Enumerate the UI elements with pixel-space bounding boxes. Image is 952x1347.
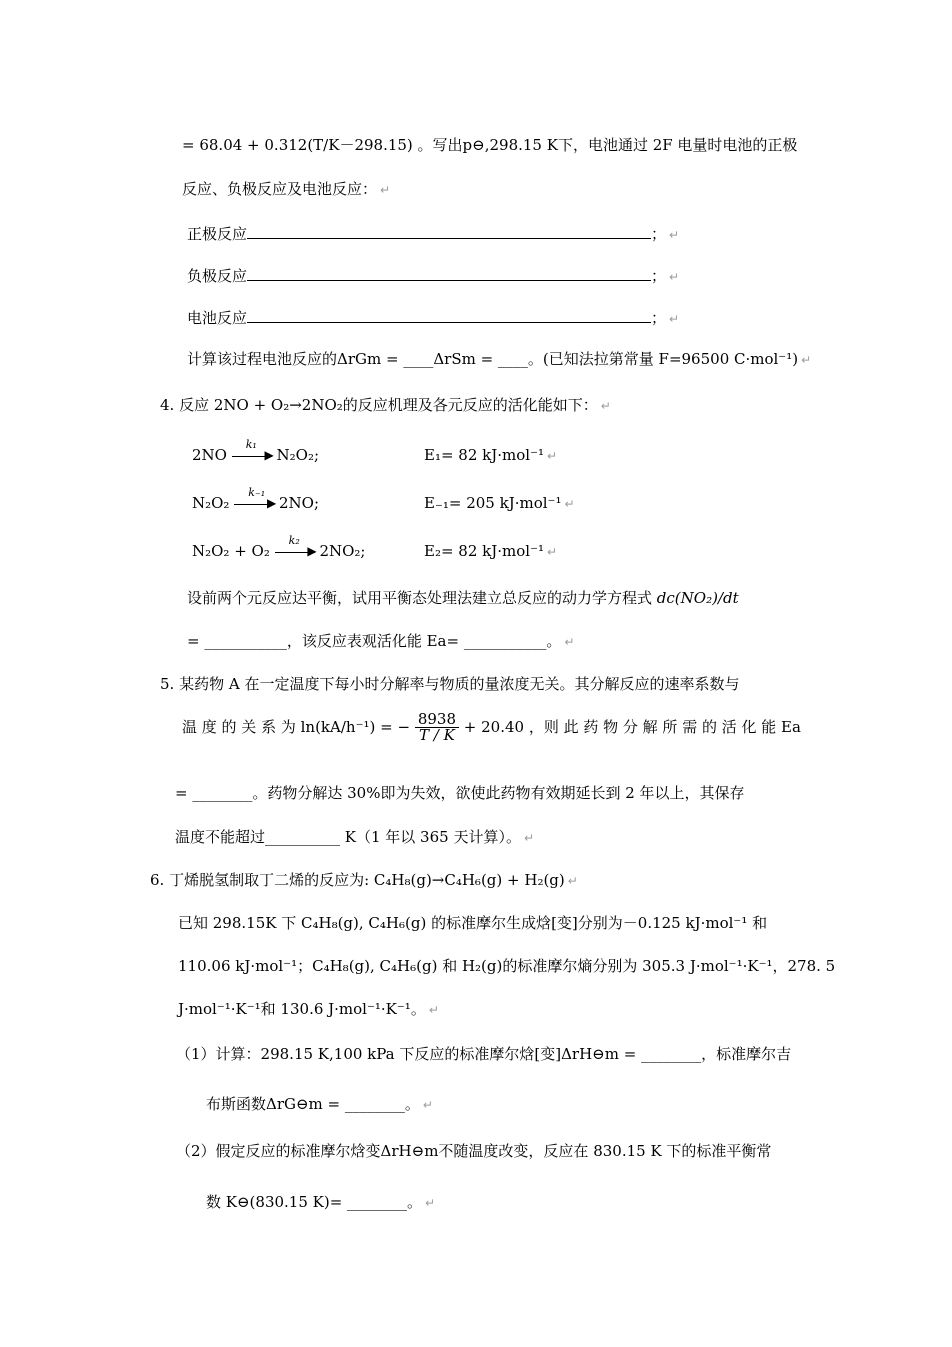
q3-positive-reaction: 正极反应 ； ↵: [187, 225, 680, 243]
paragraph-mark-icon: ↵: [669, 270, 680, 284]
paragraph-mark-icon: ↵: [422, 1098, 433, 1112]
paragraph-mark-icon: ↵: [425, 1196, 436, 1210]
q6-part2-a: （2）假定反应的标准摩尔焓变ΔrH⊖m不随温度改变，反应在 830.15 K 下的标准平衡常: [176, 1142, 772, 1160]
paragraph-mark-icon: ↵: [380, 183, 391, 197]
q4-setup: 设前两个元反应达平衡，试用平衡态处理法建立总反应的动力学方程式 dc(NO₂)/dt: [187, 589, 739, 607]
q5-line3: = ________。药物分解达 30%即为失效，欲使此药物有效期延长到 2 年以上，其保存: [175, 784, 745, 802]
q3-negative-reaction: 负极反应 ； ↵: [187, 267, 680, 285]
paragraph-mark-icon: ↵: [567, 874, 578, 888]
q3-line1: = 68.04 + 0.312(T/K－298.15) 。写出p⊖,298.15 K下，电池通过 2F 电量时电池的正极: [182, 136, 798, 154]
q4-answer-line: = ___________，该反应表观活化能 Ea= ___________。 ↵: [187, 632, 575, 650]
q4-reaction-3: N₂O₂ + O₂ k₂ ▶ 2NO₂;: [192, 534, 366, 560]
paragraph-mark-icon: ↵: [547, 545, 558, 559]
paragraph-mark-icon: ↵: [669, 228, 680, 242]
reaction-arrow-icon: k₁ ▶: [232, 449, 272, 463]
q4-energy-2: E₋₁= 205 kJ·mol⁻¹ ↵: [424, 494, 575, 512]
paragraph-mark-icon: ↵: [669, 312, 680, 326]
q6-title: 6. 丁烯脱氢制取丁二烯的反应为: C₄H₈(g)→C₄H₆(g) + H₂(g) ↵: [150, 871, 578, 889]
q5-line4: 温度不能超过__________ K（1 年以 365 天计算）。 ↵: [175, 828, 535, 846]
paragraph-mark-icon: ↵: [600, 399, 611, 413]
q3-calc: 计算该过程电池反应的ΔrGm = ____ΔrSm = ____。(已知法拉第常量 F=96500 C·mol⁻¹) ↵: [187, 350, 812, 368]
q4-reaction-1: 2NO k₁ ▶ N₂O₂;: [192, 438, 320, 464]
q4-energy-1: E₁= 82 kJ·mol⁻¹ ↵: [424, 446, 558, 464]
q6-part2-b: 数 K⊖(830.15 K)= ________。 ↵: [206, 1193, 436, 1211]
answer-blank[interactable]: [247, 266, 651, 281]
q6-line2: 110.06 kJ·mol⁻¹；C₄H₈(g), C₄H₆(g) 和 H₂(g)的标准摩尔熵分别为 305.3 J·mol⁻¹·K⁻¹，278. 5: [178, 957, 836, 975]
q6-part1-b: 布斯函数ΔrG⊖m = ________。 ↵: [206, 1095, 433, 1113]
q6-line3: J·mol⁻¹·K⁻¹和 130.6 J·mol⁻¹·K⁻¹。 ↵: [178, 1000, 439, 1018]
paragraph-mark-icon: ↵: [564, 497, 575, 511]
q6-line1: 已知 298.15K 下 C₄H₈(g), C₄H₆(g) 的标准摩尔生成焓[变]分别为－0.125 kJ·mol⁻¹ 和: [178, 914, 768, 932]
rate-expression: dc(NO₂)/dt: [656, 589, 739, 607]
activation-fraction: $\frac{8938}{T / K}$: [415, 712, 459, 743]
q5-line2: 温 度 的 关 系 为 ln(kA/h⁻¹) = − $\frac{8938}{T / K}$ + 20.40 ，则 此 药 物 分 解 所 需 的 活 化 能 Ea: [182, 710, 801, 744]
answer-blank[interactable]: [247, 308, 651, 323]
paragraph-mark-icon: ↵: [801, 353, 812, 367]
paragraph-mark-icon: ↵: [547, 449, 558, 463]
q6-part1-a: （1）计算：298.15 K,100 kPa 下反应的标准摩尔焓[变]ΔrH⊖m = ________，标准摩尔吉: [176, 1045, 792, 1063]
paragraph-mark-icon: ↵: [523, 831, 535, 845]
paragraph-mark-icon: ↵: [428, 1003, 439, 1017]
paragraph-mark-icon: ↵: [564, 635, 575, 649]
q4-reaction-2: N₂O₂ k₋₁ ▶ 2NO;: [192, 486, 320, 512]
q4-energy-3: E₂= 82 kJ·mol⁻¹ ↵: [424, 542, 558, 560]
q3-cell-reaction: 电池反应 ； ↵: [187, 309, 680, 327]
q5-line1: 5. 某药物 A 在一定温度下每小时分解率与物质的量浓度无关。其分解反应的速率系数与: [160, 675, 740, 693]
reaction-arrow-icon: k₂ ▶: [275, 545, 315, 559]
q3-line2: 反应、负极反应及电池反应： ↵: [182, 180, 391, 198]
answer-blank[interactable]: [247, 224, 651, 239]
q4-title: 4. 反应 2NO + O₂→2NO₂的反应机理及各元反应的活化能如下： ↵: [160, 396, 611, 414]
reaction-arrow-icon: k₋₁ ▶: [234, 497, 274, 511]
